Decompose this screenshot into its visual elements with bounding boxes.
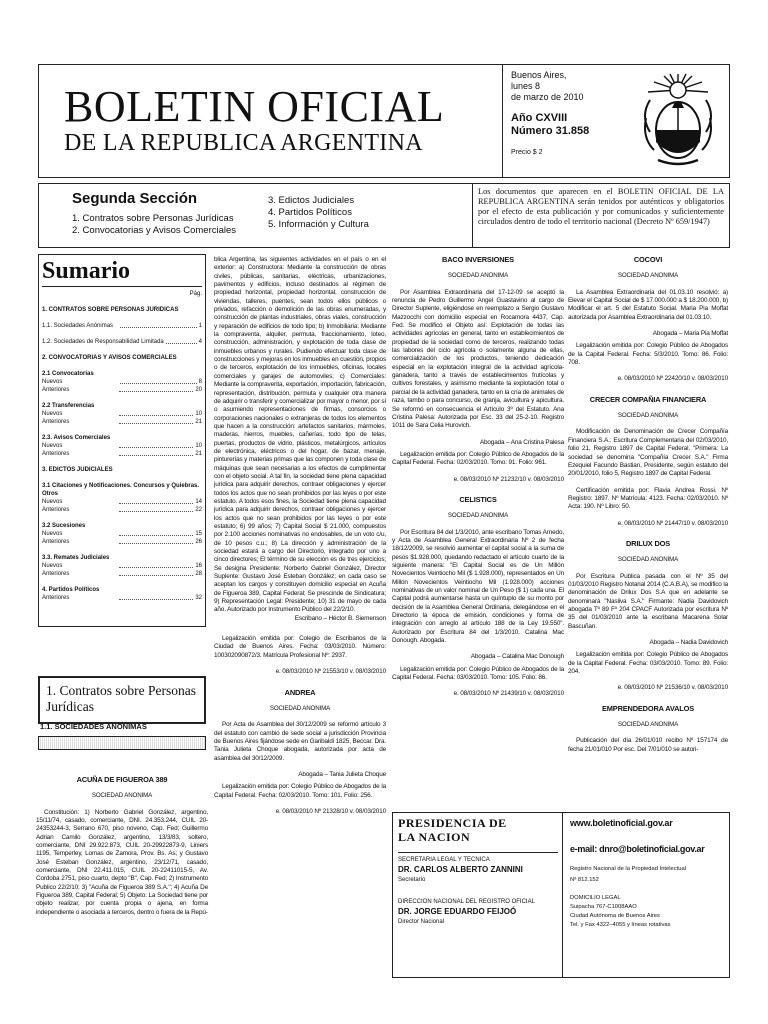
section-item-contratos[interactable]: 1. Contratos sobre Personas Jurídicas [72,213,234,224]
toc-row[interactable]: Anteriores 28 [42,571,202,577]
masthead-divider [502,64,503,178]
footer-email-link[interactable]: e-mail: dnro@boletinoficial.gov.ar [570,844,705,854]
article-reference: e. 08/03/2010 Nº 21536/10 v. 08/03/2010 [617,684,728,692]
footer-dir-name: DR. JORGE EDUARDO FEIJOÓ [398,907,517,916]
footer-address-1: Suipacha 767-C1008AAO [570,904,637,910]
section-item-informacion[interactable]: 5. Información y Cultura [268,219,369,230]
toc-heading-1: 1. CONTRATOS SOBRE PERSONAS JURIDICAS [42,307,179,313]
toc-row[interactable]: Anteriores 21 [42,419,202,425]
toc-heading-2-3: 2.3. Avisos Comerciales [42,435,111,441]
article-type: SOCIEDAD ANONIMA [617,272,679,280]
toc-heading-2-1: 2.1 Convocatorias [42,371,94,377]
toc-row[interactable]: Anteriores 21 [42,451,202,457]
footer-sec-role: Secretario [398,877,426,883]
article-body: La Asamblea Extraordinaria del 01.03.10 resolvió: a) Elevar el Capital Social de $ 17.000.000 a $ 18.200.000, b) Modificar el art. 5 del Estatuto Social. Maria Pia Moffat autorizada por Asamblea Extraordinaria del 01.03.10. [568,288,728,321]
article-signature: Escribano – Héctor B. Siemenson [294,614,386,622]
article-legalization: Legalización emitida por: Colegio de Escribanos de la Ciudad de Buenos Aires. Fecha: 03/03/2010. Número: 100302090872/3. Matrícula Profesional Nº: 2937. [214,635,386,659]
article-body: Por Escritura Publica pasada con el Nº 35 del 01/03/2010 Registro Notarial 2014 (C.A.B.A), se modifico la denominación de Drilux Dos S.A que en adelante se denominará "Nasliva S.A." Firmante: Nadia Davidovich abogada Tº 89 Fº 204 CPACF Autorizada por escritura Nº 35 del 01/03/2010 ante la escribana Macarena Solar Bascuñan. [568,572,728,630]
column-2 [214,256,386,820]
toc-heading-3: 3. EDICTOS JUDICIALES [42,467,113,473]
article-title: ANDREA [284,687,316,697]
issue-number: Número 31.858 [511,125,590,137]
section-item-partidos[interactable]: 4. Partidos Políticos [268,207,352,218]
issue-info [511,70,611,158]
footer-divider [562,812,563,978]
footer-dir-role: Director Nacional [398,919,445,925]
toc-row[interactable]: Nuevos 16 [42,563,202,569]
footer-presidency [398,816,558,925]
footer-web-link[interactable]: www.boletinoficial.gov.ar [570,818,673,828]
article-legalization: Legalización emitida por: Colegio Público de Abogados de la Capital Federal. Fecha: 02/03/2010. Tomo: 101. Folio: 256. [214,783,386,799]
article-title: BACO INVERSIONES [442,255,514,264]
article-legalization: Legalización emitida por: Colegio Público de Abogados de la Capital Federal. Fecha: 03/03/2010. Tomo: 89. Folio: 204. [568,651,728,676]
article-body: Constitución: 1) Norberto Gabriel González, argentino, 15/11/74, casado, comerciante, DNI. 24.353.244, CUIL 20-24353244-3, Serrano 670, piso noveno, Cap. Fed; Guillermo Adrian Camilo González, argentino, 13/3/83, soltero, comerciante, DNI 29.922.873, CUIL 20-29922873-9, Liniers 1195, Temperley, Lomas de Zamora, Prov. Bs. As; y Gustavo José Esteban González, argentino, 23/12/71, casado, comerciante, DNI 22.411.015, CUIL 20-22411015-5, Av. Cordoba 2751, piso cuarto, depto "B", Cap. Fed; 2) Instrumento Publico 22/2/10; 3) "Acuña de Figueroa 389 S.A."; 4) Acuña De Figueroa 389, Capital Federal; 5) Objeto: La Sociedad tiene por objeto realizar, por cuenta propia o ajena, en forma independiente o asociada a terceros, dentro o fuera de la Repú- [36,808,208,916]
sumario-toc [42,290,202,602]
article-reference: e. 08/03/2010 Nº 21553/10 v. 08/03/2010 [275,668,386,676]
toc-row[interactable]: Anteriores 26 [42,539,202,545]
footer-domicile-label: DOMICILIO LEGAL [570,895,621,901]
section-title: Segunda Sección [72,190,198,207]
footer-sec-label: SECRETARIA LEGAL Y TECNICA [398,857,490,863]
toc-heading-2: 2. CONVOCATORIAS Y AVISOS COMERCIALES [42,355,177,361]
article-body: blica Argentina, las siguientes actividades en el país o en el exterior: a) Constructora: Mediante la construcción de obras civiles, públicas, sanitarias, eléctricas, urbanizaciones, pavimentos y edificios, incluso destinados al régimen de propiedad horizontal, propiedad horizontal, construcción de viviendas, talleres, puentes, sean todos ellos públicos o privados, refacción o demolición de las obras enumeradas, y construcción de plantas industriales, obras viales, construcción y reparación de edificios de todo tipo; b) Inmobiliaria: Mediante la compraventa, alquiler, permuta, fraccionamiento, loteo, construcción, administración, y explotación de toda clase de inmuebles urbanos y rurales. Pudiendo efectuar toda clase de construcciones y mejoras en los inmuebles en cuestión, propios o de terceros, explotación de los inmuebles, oficinas, locales comerciales y garajes de automoviles; c) Comerciales: Mediante la compraventa, exportación, importación, fabricación, representación, distribución, permuta y cualquier otra manera de adquirir o transferir y comercializar por mayor o menor, por sí o asumiendo representaciones de firmas, consorcios o corporaciones nacionales o extranjeras de todos los elementos que hacen a la construcción: artefactos sanitarios, mármoles, maderas, hierros, muebles, cañerías, todo tipo de telas, puertas, productos de vidrio, plásticos, metalúrgicos, artículos de electrónica, eléctricos o del hogar, de bazar, menaje, pinturerías y materias primas que las componen y toda clase de máquinas que sean necesarias a los efectos de cumplimentar con el objeto social. A tal fin, la sociedad tiene plena capacidad jurídica para adquirir derechos, contraer obligaciones y ejercer todos los actos que no sean prohibidos por las leyes o por este estatuto. A todos esos fines, la Sociedad tiene plena capacidad jurídica para adquirir derechos, contraer obligaciones y ejercer los actos que no sean prohibidos por las leyes o por este estatuto; 6) 99 años; 7) Capital Social $ 21.000, compuestos por 2.100 acciones nominativas no endosables, de un voto c/u, de 10 pesos c.u.; 8) La dirección y administración de la sociedad estará a cargo del Directorio, integrado por uno a cinco directores; El término de su elección es de tres ejercicios; Se designa Presidente: Norberto Gabriel González, Director Suplente: Gustavo José Esteban González; en cada caso se aceptan los cargos y constituyen domicilio especial en Acuña de Figueroa 389, Capital Federal; Se prescinde de Sindicatura; 9) Representación Legal: Presidente; 10) 31 de mayo de cada año. Autorizado por Instrumento Público del 22/2/10. [214,256,386,614]
toc-row[interactable]: Nuevos 10 [42,443,202,449]
article-body: Modificación de Denominación de Crecer Compañía Financiera S.A.: Escritura Complementaria del 02/03/2010, folio 21, Registro 1897 de Capital Federal. "Primera: La sociedad se denomina "Compañía Crecer S.A." Firma Ezequiel Facundo Bastian, Presidente, según estatuto del 20/01/2010, folio 5, Registro 1897 de Capital Federal. [568,428,728,478]
article-signature: Abogada – Tania Julieta Choque [298,770,386,778]
column-4 [568,256,728,762]
sections-list-right [268,195,369,231]
toc-heading-3-1: 3.1 Citaciones y Notificaciones. Concursos y Quiebras. Otros [42,483,200,497]
article-type: SOCIEDAD ANONIMA [447,272,509,280]
contratos-heading: 1. Contratos sobre Personas Jurídicas [46,683,196,714]
article-reference: e. 08/03/2010 Nº 21447/10 v. 08/03/2010 [617,519,728,527]
column-3 [392,256,564,703]
article-reference: e. 08/03/2010 Nº 21232/10 v. 08/03/2010 [453,475,564,483]
toc-row[interactable]: Anteriores 20 [42,387,202,393]
coat-of-arms-icon [636,72,720,172]
issue-price: Precio $ 2 [511,149,543,156]
article-body: Publicación del día 26/01/010 recibo Nº 157174 de fecha 21/01/010 Por esc. Del 7/01/010 se autori- [568,737,728,753]
article-legalization: Legalización emitida por: Colegio Público de Abogados de la Capital Federal. Fecha: 5/3/2010. Tomo: 86. Folio: 708. [568,342,728,367]
footer-rule [398,852,558,853]
masthead-title: BOLETIN OFICIAL [64,82,445,131]
issue-day: lunes 8 [511,81,541,91]
article-signature: Abogada – Catalina Mac Donough [470,653,564,661]
toc-row-sa[interactable]: 1.1. Sociedades Anónimas 1 [42,323,202,329]
article-body: Por Asamblea Extraordinaria del 17-12-09 se aceptó la renuncia de Pedro Guillermo Angel Guastavino al cargo de Director Suplente, eligiéndose en reemplazo a Sergio Gustavo Mazzocchi con domicilio especial en Rocamora 4437, Cap. Fed. Se modificó el Objeto así: Explotación de todas las actividades agrícolas en general, tanto en establecimientos de propiedad de la sociedad como de terceros, realizando todas las labores del ciclo agrícola o solamente alguna de ellas, comercialización de los productos, teniendo dedicación especial en la explotación integral de la actividad agrícola-ganadera, tanto a través de establecimientos frutícolas y cultivos forestales, y asimismo mediante la explotación total o parcial de la actividad ganadera, tanto en la cría de animales de raza, tambo o para concurso, de granja, avicultura y apicultura. Se reformó en consecuencia el Artículo 3º del Estatuto. Ana Cristina Palesa: Autorizada por Esc. 33 del 25-2-10. Registro 1011 de Sara Celia Hurovich. [392,288,564,430]
article-type: SOCIEDAD ANONIMA [447,512,509,520]
issue-place: Buenos Aires, [511,70,567,80]
article-type: SOCIEDAD ANONIMA [269,704,331,712]
article-title: DRILUX DOS [625,538,671,548]
article-title: ACUÑA DE FIGUEROA 389 [76,775,168,784]
article-type: SOCIEDAD ANONIMA [617,721,679,729]
article-reference: e. 08/03/2010 Nº 21328/10 v. 08/03/2010 [275,807,386,815]
article-type: SOCIEDAD ANONIMA [91,792,153,800]
sa-heading-rule [38,736,206,750]
section-item-convocatorias[interactable]: 2. Convocatorias y Avisos Comerciales [72,225,237,236]
article-legalization: Legalización emitida por: Colegio Público de Abogados de la Capital Federal. Fecha: 02/03/2010. Tomo: 91. Folio: 961. [392,450,564,467]
toc-heading-3-3: 3.3. Remates Judiciales [42,555,110,561]
toc-heading-2-2: 2.2 Transferencias [42,403,95,409]
footer-phone: Tel. y Fax 4322–4055 y líneas rotativas [570,922,671,928]
section-item-edictos[interactable]: 3. Edictos Judiciales [268,195,355,206]
toc-heading-4: 4. Partidos Políticos [42,587,100,593]
footer-pres-line2: LA NACION [398,830,471,844]
footer-registro: Registro Nacional de la Propiedad Intelectual [570,866,687,872]
masthead-subtitle: DE LA REPUBLICA ARGENTINA [64,130,423,156]
footer-sec-name: DR. CARLOS ALBERTO ZANNINI [398,865,523,874]
sections-divider [472,183,473,248]
toc-row[interactable]: Nuevos 10 [42,411,202,417]
article-reference: e. 08/03/2010 Nº 21439/10 v. 08/03/2010 [453,690,564,698]
article-signature: Abogada – Nadia Davidovich [649,639,728,646]
toc-row[interactable]: Nuevos 14 [42,499,202,505]
sumario-rule [42,286,202,287]
article-title: CRECER COMPAÑIA FINANCIERA [589,394,707,404]
sa-heading: 1.1. SOCIEDADES ANONIMAS [40,722,147,731]
article-signature: Abogada – Ana Cristina Palesa [479,438,564,446]
sections-list-left [72,213,236,237]
footer-address-2: Ciudad Autónoma de Buenos Aires [570,913,660,919]
toc-heading-3-2: 3.2 Sucesiones [42,523,86,529]
article-type: SOCIEDAD ANONIMA [617,412,679,420]
article-signature: Abogada – Maria Pia Moffat [652,330,728,338]
article-legalization: Legalización emitida por: Colegio Público de Abogados de la Capital Federal. Fecha: 03/03/2010. Tomo: 105. Folio: 86. [392,665,564,682]
article-body: Por Escritura 84 del 1/3/2010, ante escribano Tomas Arnedo, y Acta de Asamblea General Extraordinaria Nº 2 de fecha 18/12/2009, se resolvió aumentar el capital social a la suma de pesos $1.928.000, quedando redactado el artículo cuarto de la siguiente manera: "El Capital Social es de Un Millón Novecientos Veintiocho Mil ($ 1.928.000), representados en Un Millón Novecientos Veintiocho Mil (1.928.000) acciones nominativas de un valor nominal de Un Peso ($ 1) cada una. El Capital podrá aumentarse hasta un quíntuplo de su monto por decisión de la Asamblea General Ordinaria, delegándose en el Directorio la época de emisión, condiciones y forma de integración con arreglo al artículo 188 de la Ley 19.550". Autorizado por Escritura 84 del 1/3/2010. Catalina Mac Donough. Abogada. [392,528,564,645]
article-reference: e. 08/03/2010 Nº 22420/10 v. 08/03/2010 [617,375,728,383]
legal-notice: Los documentos que aparecen en el BOLETIN OFICIAL DE LA REPUBLICA ARGENTINA serán tenidos por auténticos y obligatorios por el efecto de esta publicación y por comunicados y suficientemente circulados dentro de todo el territorio nacional (Decreto Nº 659/1947) [478,187,724,226]
article-title: EMPRENDEDORA AVALOS [602,703,694,713]
sumario-title: Sumario [42,258,131,284]
issue-date: de marzo de 2010 [511,92,584,102]
article-body: Por Acta de Asamblea del 30/12/2009 se reformó artículo 3 del estatuto con cambio de sede social a jurisdicción Provincia de Buenos Aires fijándose sede en Garibaldi 1825, Beccar. Dra. Tania Julieta Choque abogada, autorizada por acta de asamblea del 30/12/2009. [214,721,386,762]
footer-pres-line1: PRESIDENCIA DE [398,816,507,830]
toc-row[interactable]: Anteriores 32 [42,595,202,601]
toc-row[interactable]: Anteriores 22 [42,507,202,513]
toc-row-srl[interactable]: 1.2. Sociedades de Responsabilidad Limitada 4 [42,339,202,345]
footer-contact [570,818,726,928]
issue-year: Año CXVIII [511,112,568,124]
article-title: CELISTICS [459,494,497,504]
toc-page-label: Pág. [189,291,202,297]
footer-registro-number: Nº 812.152 [570,877,599,883]
article-title: COCOVI [633,255,663,264]
article-acuna [36,770,208,925]
footer-dir-label: DIRECCION NACIONAL DEL REGISTRO OFICIAL [398,899,535,905]
toc-row[interactable]: Nuevos 8 [42,379,202,385]
article-legalization: Certificación emitida por: Flavia Andrea Rossi. Nº Registro: 1897. Nº Matrícula: 4123. Fecha: 02/03/2010. Nº Acta: 190. Nº Libro: 50. [568,486,728,511]
toc-row[interactable]: Nuevos 15 [42,531,202,537]
article-type: SOCIEDAD ANONIMA [617,556,679,564]
